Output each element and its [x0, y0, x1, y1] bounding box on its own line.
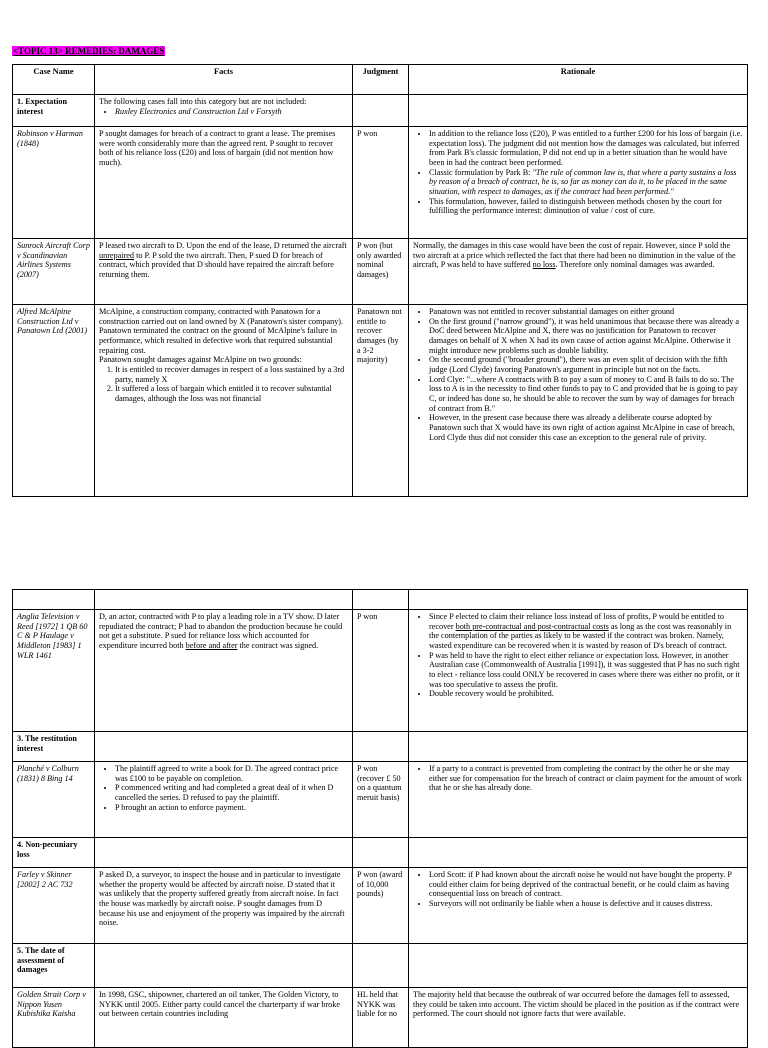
- excluded-case: • Ruxley Electronics and Construction Ltd v Forsyth: [115, 107, 348, 117]
- facts-sunrock: P leased two aircraft to D. Upon the end of the lease, D returned the aircraft unrepaired to P. P sold the two aircraft. Then, P sued D for breach of contract, which provided that D should have repaired the aircraft before returning them.: [95, 239, 353, 305]
- header-judgment: Judgment: [353, 65, 409, 95]
- facts-item: 2. It suffered a loss of bargain which entitled it to recover substantial damages, although the loss was not financial: [115, 384, 348, 403]
- rationale-alfred-mcalpine: [409, 305, 748, 497]
- rationale-item: • Double recovery would be prohibited.: [429, 689, 743, 699]
- facts-farley: P asked D, a surveyor, to inspect the house and in particular to investigate whether the property would be affected by aircraft noise. D stated that it was unlikely that the property suffered greatly from aircraft noise. In fact the house was markedly by aircraft noise. P sought damages from D because his use and enjoyment of the property was impaired by the aircraft noise.: [95, 868, 353, 944]
- rationale-item: • P was held to have the right to elect either reliance or expectation loss. However, in another Australian case (Commonwealth of Australia [1991]), it was suggested that P has no such right to elect - reliance loss could ONLY be recovered in cases where there was either no profit, or it was too speculative to assess the profit.: [429, 651, 743, 690]
- section-non-pecuniary-loss: 4. Non-pecuniary loss: [13, 838, 95, 868]
- rationale-item: • This formulation, however, failed to distinguish between methods chosen by the court for fulfilling the performance interest: diminution of value / cost of cure.: [429, 197, 743, 216]
- facts-planche: [95, 762, 353, 838]
- facts-anglia-television: D, an actor, contracted with P to play a leading role in a TV show. D later repudiated the contract; P had to abandon the production because he could not get a substitute. P sued for reliance loss which accounted for expenditure incurred both before and after the contract was signed.: [95, 610, 353, 732]
- rationale-item: • Lord Clye: "...where A contracts with B to pay a sum of money to C and B fails to do so. The loss to A is in the necessity to find other funds to pay to C and provided that he is going to pay C, or indeed has done so, he should be able to recover the sum by way of damages for breach of contract from B.": [429, 375, 743, 414]
- facts-item: • P brought an action to enforce payment.: [115, 803, 348, 813]
- header-rationale: Rationale: [409, 65, 748, 95]
- rationale-item: • In addition to the reliance loss (£20), P was entitled to a further £200 for his loss of bargain (i.e. expectation loss). The judgment did not mention how the damages was calculated, but inferred from Park B's classic formulation, P did not end up in a better situation than he would have been in had the contract been performed.: [429, 129, 743, 168]
- rationale-planche: [409, 762, 748, 838]
- rationale-item: • If a party to a contract is prevented from completing the contract by the other he or she may either sue for compensation for the breach of contract or claim payment for the amount of work that he or she has already done.: [429, 764, 743, 793]
- rationale-item: • Lord Scott: if P had known about the aircraft noise he would not have bought the property. P could either claim for being deprived of the contractual benefit, or he could claim as having consequential loss on breach of contract.: [429, 870, 743, 899]
- rationale-anglia-television: [409, 610, 748, 732]
- facts-robinson: P sought damages for breach of a contract to grant a lease. The premises were worth considerably more than the agreed rent. P sought to recover both of his reliance loss (£20) and loss of bargain (did not mention how much).: [95, 127, 353, 239]
- case-robinson: Robinson v Harman (1848): [13, 127, 95, 239]
- section-expectation-facts: [95, 95, 353, 127]
- rationale-item: • Surveyors will not ordinarily be liable when a house is defective and it causes distress.: [429, 899, 743, 909]
- header-case-name: Case Name: [13, 65, 95, 95]
- case-alfred-mcalpine: Alfred McAlpine Construction Ltd v Panatown Ltd (2001): [13, 305, 95, 497]
- judgment-sunrock: P won (but only awarded nominal damages): [353, 239, 409, 305]
- rationale-farley: [409, 868, 748, 944]
- rationale-sunrock: Normally, the damages in this case would have been the cost of repair. However, since P sold the two aircraft at a price which reflected the fact that there had been no diminution in the value of the aircraft, P was held to have suffered no loss. Therefore only nominal damages was awarded.: [409, 239, 748, 305]
- facts-item: • The plaintiff agreed to write a book for D. The agreed contract price was £100 to be payable on completion.: [115, 764, 348, 783]
- section-restitution-interest: 3. The restitution interest: [13, 732, 95, 762]
- section-date-of-assessment: 5. The date of assessment of damages: [13, 944, 95, 988]
- excluded-intro: The following cases fall into this category but are not included:: [99, 97, 307, 106]
- rationale-item: • However, in the present case because there was already a deliberate course adopted by Panatown such that X would have its own right of action against McAlpine in case of breach, Lord Clyde thus did not consider this case an exception to the general rule of privity.: [429, 413, 743, 442]
- cases-table-page-2: [12, 589, 748, 1048]
- rationale-robinson: [409, 127, 748, 239]
- judgment-robinson: P won: [353, 127, 409, 239]
- facts-golden-strait: In 1998, GSC, shipowner, chartered an oil tanker, The Golden Victory, to NYKK until 2005. Either party could cancel the charterparty if war broke out between certain countries including: [95, 988, 353, 1048]
- case-anglia-television: Anglia Television v Reed [1972] 1 QB 60 C & P Haulage v Middleton [1983] 1 WLR 1461: [13, 610, 95, 732]
- judgment-farley: P won (award of 10,000 pounds): [353, 868, 409, 944]
- judgment-anglia-television: P won: [353, 610, 409, 732]
- facts-item: • P commenced writing and had completed a great deal of it when D cancelled the series. D refused to pay the plaintiff.: [115, 783, 348, 802]
- rationale-item: • Since P elected to claim their reliance loss instead of loss of profits, P would be entitled to recover both pre-contractual and post-contractual costs as long as the cost was reasonably in the contemplation of the parties as likely to be wasted if the contract was broken. Namely, wasted expenditure can be recovered when it is wasted by reason of D's breach of contract.: [429, 612, 743, 651]
- section-expectation-interest: 1. Expectation interest: [13, 95, 95, 127]
- judgment-planche: P won (recover £ 50 on a quantum meruit basis): [353, 762, 409, 838]
- rationale-item: • On the first ground ("narrow ground"), it was held unanimous that because there was already a DoC deed between McAlpine and X, there was no justification for Panatown to recover damages on behalf of X when X had its own cause of action against McAlpine. Otherwise it might introduce new problems such as double liability.: [429, 317, 743, 356]
- cases-table-page-1: [12, 64, 748, 497]
- case-sunrock: Sunrock Aircraft Corp v Scandinavian Airlines Systems (2007): [13, 239, 95, 305]
- case-planche: Planché v Colburn (1831) 8 Bing 14: [13, 762, 95, 838]
- judgment-alfred-mcalpine: Panatown not entitle to recover damages (by a 3-2 majority): [353, 305, 409, 497]
- header-facts: Facts: [95, 65, 353, 95]
- facts-alfred-mcalpine: McAlpine, a construction company, contracted with Panatown for a construction carried out on land owned by X (Panatown's sister company). Panatown terminated the contract on the ground of McAlpine's failure in performance, which resulted in defective work that required substantial repairing cost. Panatown sought damages against McAlpine on two grounds: 1. It is entitled to recover damages in respect of a loss sustained by a 3rd party, namely X 2. It suffered a loss of bargain which entitled it to recover substantial damages, although the loss was not financial: [95, 305, 353, 497]
- topic-heading: <TOPIC 13> REMEDIES: DAMAGES: [13, 46, 165, 56]
- judgment-golden-strait: HL held that NYKK was liable for no: [353, 988, 409, 1048]
- case-farley: Farley v Skinner [2002] 2 AC 732: [13, 868, 95, 944]
- rationale-golden-strait: The majority held that because the outbreak of war occurred before the damages fell to assessed, they could be taken into account. The victim should be placed in the position as if the contract were performed. The court should not ignore facts that were available.: [409, 988, 748, 1048]
- facts-item: 1. It is entitled to recover damages in respect of a loss sustained by a 3rd party, namely X: [115, 365, 348, 384]
- case-golden-strait: Golden Strait Corp v Nippon Yusen Kubishika Kaisha: [13, 988, 95, 1048]
- rationale-item: • Classic formulation by Park B: "The rule of common law is, that where a party sustains a loss by reason of a breach of contract, he is, so far as money can do it, to be placed in the same situation, with respect to damages, as if the contract had been performed.": [429, 168, 743, 197]
- rationale-item: • Panatown was not entitled to recover substantial damages on either ground: [429, 307, 743, 317]
- rationale-item: • On the second ground ("broader ground"), there was an even split of decision with the fifth judge (Lord Clyde) favoring Panatown's argument in principle but not on the facts.: [429, 355, 743, 374]
